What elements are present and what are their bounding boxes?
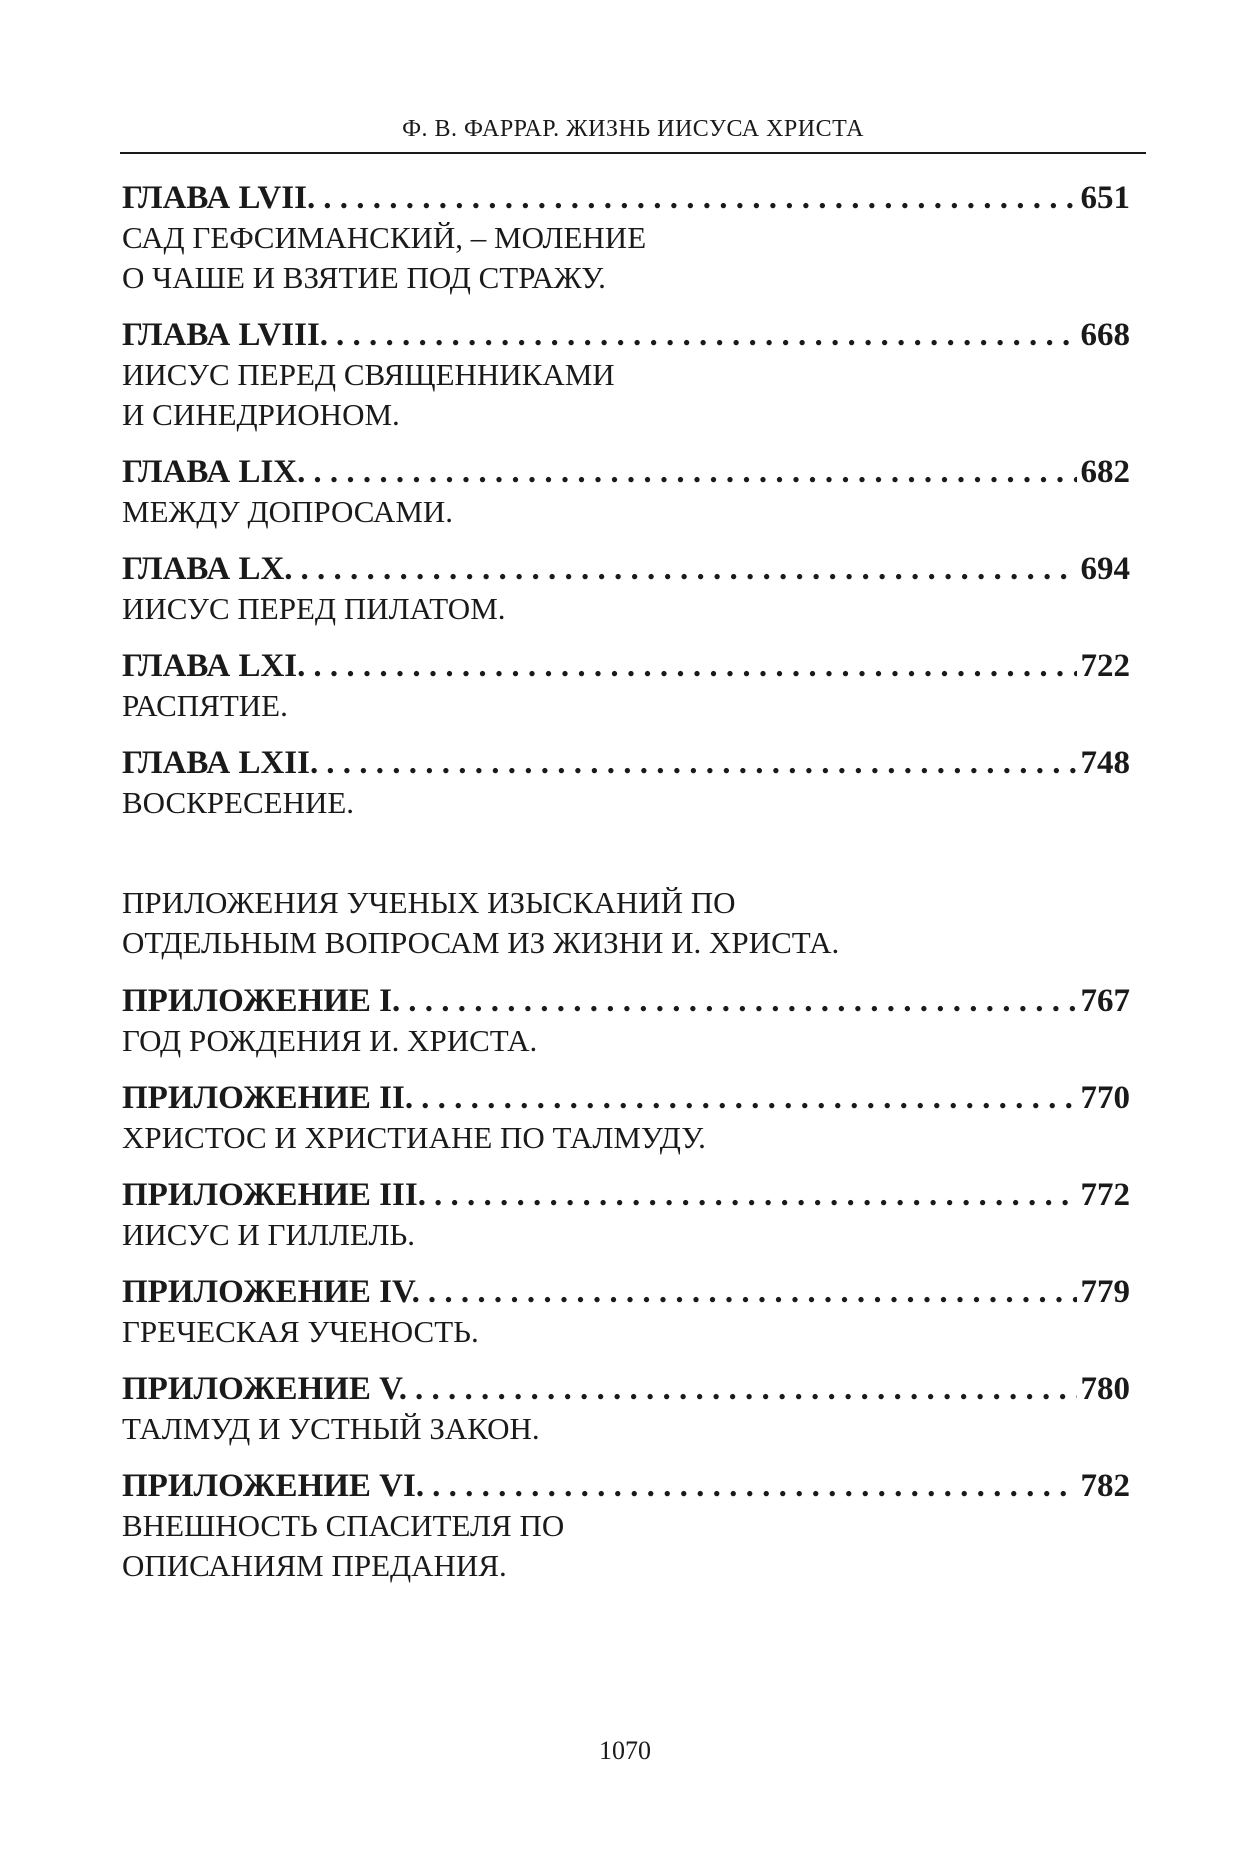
- page-ref: 767: [1080, 983, 1130, 1019]
- appendix-label: ПРИЛОЖЕНИЕ IV.: [122, 1274, 420, 1310]
- toc-entry-appendix-6[interactable]: [122, 1466, 1130, 1586]
- appendix-title: ГОД РОЖДЕНИЯ И. ХРИСТА.: [122, 1023, 538, 1058]
- page-ref: 748: [1080, 745, 1130, 781]
- page-ref: 694: [1080, 551, 1130, 587]
- appendix-title: ВНЕШНОСТЬ СПАСИТЕЛЯ ПО ОПИСАНИЯМ ПРЕДАНИЯ.: [122, 1508, 565, 1583]
- chapter-title: РАСПЯТИЕ.: [122, 688, 288, 723]
- appendix-label: ПРИЛОЖЕНИЕ II.: [122, 1080, 414, 1116]
- chapter-label: ГЛАВА LVII.: [122, 180, 316, 216]
- page-ref: 651: [1080, 180, 1130, 216]
- page-ref: 668: [1080, 317, 1130, 353]
- page-ref: 772: [1080, 1177, 1130, 1213]
- appendix-label: ПРИЛОЖЕНИЕ V.: [122, 1371, 407, 1407]
- chapter-title: ИИСУС ПЕРЕД ПИЛАТОМ.: [122, 591, 506, 626]
- page-ref: 780: [1080, 1371, 1130, 1407]
- table-of-contents: [122, 178, 1130, 1603]
- page-ref: 722: [1080, 648, 1130, 684]
- appendix-title: ИИСУС И ГИЛЛЕЛЬ.: [122, 1217, 416, 1252]
- page-ref: 782: [1080, 1468, 1130, 1504]
- dot-leader: [415, 1369, 1077, 1409]
- dot-leader: [313, 452, 1076, 492]
- appendix-section-heading: ПРИЛОЖЕНИЯ УЧЕНЫХ ИЗЫСКАНИЙ ПО ОТДЕЛЬНЫМ ВОПРОСАМ ИЗ ЖИЗНИ И. ХРИСТА.: [122, 885, 840, 960]
- page-ref: 779: [1080, 1274, 1130, 1310]
- toc-entry-appendix-2[interactable]: [122, 1078, 1130, 1158]
- header-rule: [120, 152, 1146, 154]
- appendix-title: ГРЕЧЕСКАЯ УЧЕНОСТЬ.: [122, 1314, 479, 1349]
- dot-leader: [421, 1078, 1076, 1118]
- chapter-title: ВОСКРЕСЕНИЕ.: [122, 785, 355, 820]
- toc-entry-appendix-4[interactable]: [122, 1272, 1130, 1352]
- appendix-label: ПРИЛОЖЕНИЕ VI.: [122, 1468, 425, 1504]
- toc-entry-chapter-57[interactable]: [122, 178, 1130, 298]
- dot-leader: [336, 315, 1076, 355]
- appendix-title: ТАЛМУД И УСТНЫЙ ЗАКОН.: [122, 1411, 540, 1446]
- dot-leader: [408, 981, 1076, 1021]
- chapter-title: МЕЖДУ ДОПРОСАМИ.: [122, 494, 454, 529]
- dot-leader: [313, 646, 1076, 686]
- appendix-label: ПРИЛОЖЕНИЕ III.: [122, 1177, 426, 1213]
- chapter-label: ГЛАВА LX.: [122, 551, 293, 587]
- dot-leader: [323, 178, 1076, 218]
- dot-leader: [428, 1272, 1077, 1312]
- page-ref: 770: [1080, 1080, 1130, 1116]
- toc-entry-appendix-5[interactable]: [122, 1369, 1130, 1449]
- toc-entry-chapter-61[interactable]: [122, 646, 1130, 726]
- chapter-label: ГЛАВА LXI.: [122, 648, 306, 684]
- page-ref: 682: [1080, 454, 1130, 490]
- page-number: 1070: [599, 1736, 651, 1765]
- chapter-title: САД ГЕФСИМАНСКИЙ, – МОЛЕНИЕ О ЧАШЕ И ВЗЯТИЕ ПОД СТРАЖУ.: [122, 220, 647, 295]
- chapter-label: ГЛАВА LVIII.: [122, 317, 329, 353]
- running-head: Ф. В. ФАРРАР. ЖИЗНЬ ИИСУСА ХРИСТА: [402, 116, 864, 142]
- dot-leader: [326, 743, 1076, 783]
- toc-entry-chapter-60[interactable]: [122, 549, 1130, 629]
- toc-entry-appendix-3[interactable]: [122, 1175, 1130, 1255]
- dot-leader: [301, 549, 1077, 589]
- toc-entry-chapter-58[interactable]: [122, 315, 1130, 435]
- toc-entry-chapter-62[interactable]: [122, 743, 1130, 823]
- toc-entry-chapter-59[interactable]: [122, 452, 1130, 532]
- toc-entry-appendix-1[interactable]: [122, 981, 1130, 1061]
- appendix-title: ХРИСТОС И ХРИСТИАНЕ ПО ТАЛМУДУ.: [122, 1120, 706, 1155]
- chapter-label: ГЛАВА LXII.: [122, 745, 319, 781]
- chapter-label: ГЛАВА LIX.: [122, 454, 306, 490]
- dot-leader: [434, 1175, 1077, 1215]
- dot-leader: [432, 1466, 1076, 1506]
- appendix-label: ПРИЛОЖЕНИЕ I.: [122, 983, 401, 1019]
- chapter-title: ИИСУС ПЕРЕД СВЯЩЕННИКАМИ И СИНЕДРИОНОМ.: [122, 357, 615, 432]
